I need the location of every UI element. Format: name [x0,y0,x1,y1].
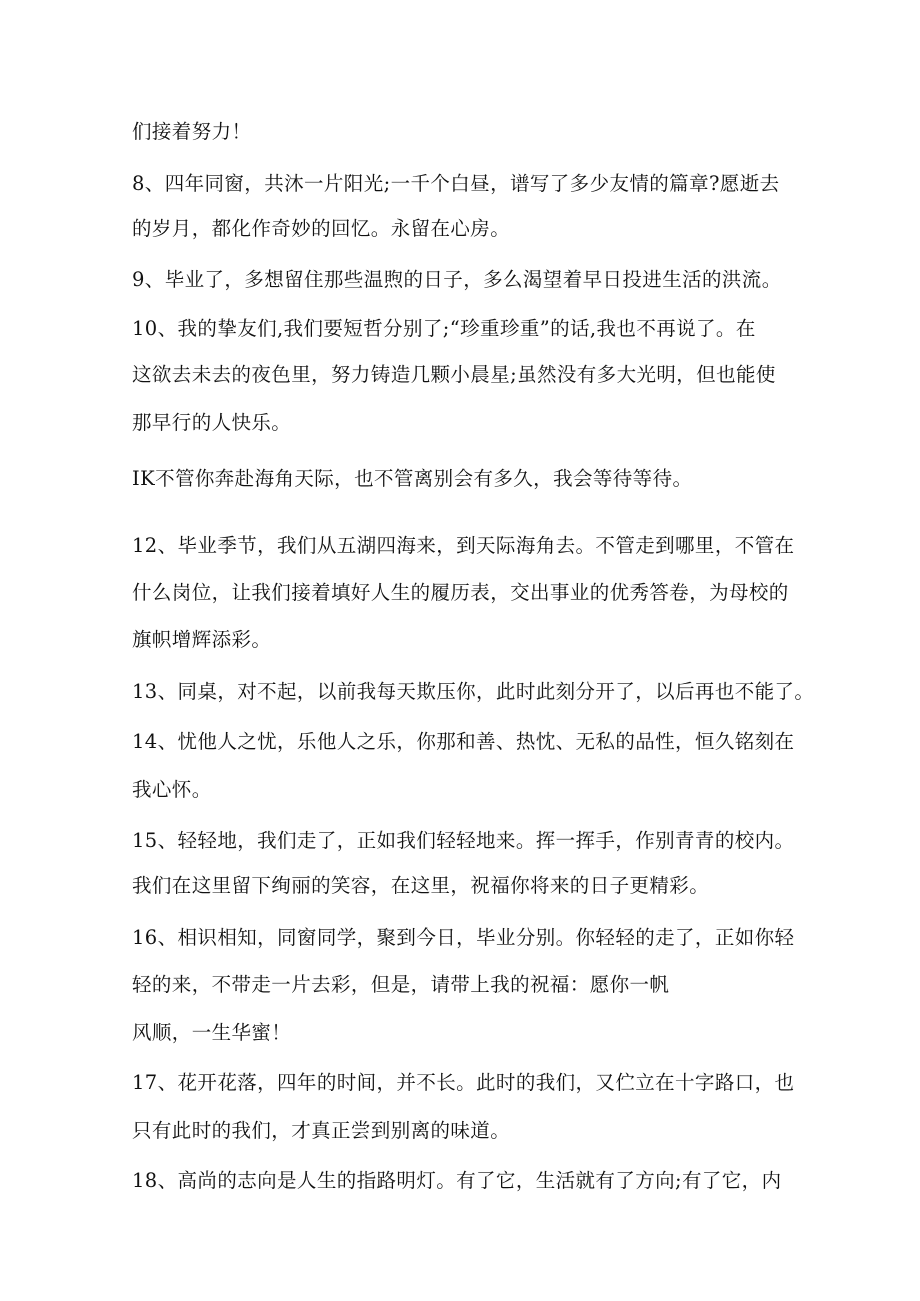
text-line: 的岁月，都化作奇妙的回忆。永留在心房。 [132,217,511,240]
text-line: 我心怀。 [132,778,212,801]
text-line: 那早行的人快乐。 [132,411,292,434]
text-line: 9、毕业了，多想留住那些温煦的日子，多么渴望着早日投进生活的洪流。 [132,268,782,291]
text-line: 14、忧他人之忧，乐他人之乐，你那和善、热忱、无私的品性，恒久铭刻在 [132,730,795,753]
text-line: 16、相识相知，同窗同学，聚到今日，毕业分别。你轻轻的走了，正如你轻 [132,926,795,949]
text-line: IK不管你奔赴海角天际，也不管离别会有多久，我会等待等待。 [132,467,693,490]
text-line: 什么岗位，让我们接着填好人生的履历表，交出事业的优秀答卷，为母校的 [132,581,789,604]
text-line: 轻的来，不带走一片去彩，但是，请带上我的祝福：愿你一帆 [132,973,670,996]
text-line: 们接着努力！ [132,120,252,143]
text-line: 我们在这里留下绚丽的笑容，在这里，祝福你将来的日子更精彩。 [132,874,710,897]
text-line: 18、高尚的志向是人生的指路明灯。有了它，生活就有了方向;有了它，内 [132,1169,782,1192]
text-line: 这欲去未去的夜色里，努力铸造几颗小晨星;虽然没有多大光明，但也能使 [132,363,776,386]
text-line: 17、花开花落，四年的时间，并不长。此时的我们，又伫立在十字路口，也 [132,1071,795,1094]
text-line: 13、同桌，对不起，以前我每天欺压你，此时此刻分开了，以后再也不能了。 [132,680,815,703]
text-line: 8、四年同窗，共沐一片阳光;一千个白昼，谱写了多少友情的篇章?愿逝去 [132,172,780,195]
text-line: 只有此时的我们，才真正尝到别离的味道。 [132,1119,511,1142]
text-line: 风顺，一生华蜜！ [132,1021,292,1044]
text-line: 旗帜增辉添彩。 [132,628,272,651]
text-line: 15、轻轻地，我们走了，正如我们轻轻地来。挥一挥手，作别青青的校内。 [132,829,795,852]
text-line: 10、我的挚友们,我们要短哲分别了;“珍重珍重”的话,我也不再说了。在 [132,317,756,340]
text-line: 12、毕业季节，我们从五湖四海来，到天际海角去。不管走到哪里，不管在 [132,534,795,557]
